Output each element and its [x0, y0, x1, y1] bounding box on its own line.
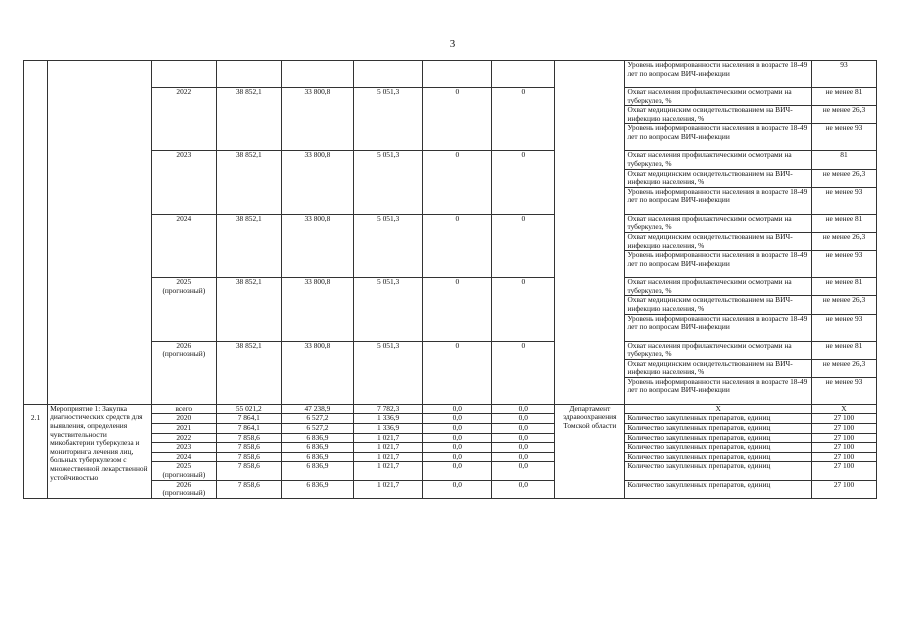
indicator-name: Охват населения профилактическими осмотрами на туберкулез, % — [625, 278, 812, 296]
indicator-name: Уровень информированности населения в возрасте 18-49 лет по вопросам ВИЧ-инфекции — [625, 251, 812, 278]
federal-amount: 33 800,8 — [281, 341, 353, 404]
regional-amount: 5 051,3 — [354, 278, 423, 341]
indicator-value: не менее 26,3 — [811, 296, 876, 314]
indicator-value: не менее 93 — [811, 124, 876, 151]
other-amount: 0,0 — [492, 480, 555, 498]
indicator-value: не менее 81 — [811, 278, 876, 296]
table-row — [24, 61, 877, 88]
indicator-value: 27 100 — [811, 452, 876, 462]
indicator-name: Количество закупленных препаратов, единиц — [625, 452, 812, 462]
indicator-value: не менее 26,3 — [811, 169, 876, 187]
indicator-value: не менее 81 — [811, 88, 876, 106]
indicator-name: Охват населения профилактическими осмотрами на туберкулез, % — [625, 88, 812, 106]
year-cell — [151, 151, 216, 214]
total-amount: 7 858,6 — [216, 443, 281, 453]
measure-cell — [48, 61, 152, 405]
indicator-name: Охват медицинским освидетельствованием на ВИЧ-инфекцию населения, % — [625, 232, 812, 250]
indicator-name: Охват медицинским освидетельствованием на ВИЧ-инфекцию населения, % — [625, 169, 812, 187]
table-row — [24, 424, 877, 434]
indicator-name: Охват населения профилактическими осмотрами на туберкулез, % — [625, 214, 812, 232]
regional-amount: 5 051,3 — [354, 88, 423, 151]
local-amount: 0,0 — [423, 462, 492, 480]
indicator-value: 93 — [811, 61, 876, 88]
measure-name: Мероприятие 1: Закупка диагностических средств для выявления, определения чувствительности микобактерии туберкулеза и мониторинга лечения лиц, больных туберкулезом с множественной лекарственной устойчивостью — [48, 404, 152, 498]
table-row — [24, 341, 877, 359]
other-amount: 0 — [492, 341, 555, 404]
local-amount: 0,0 — [423, 414, 492, 424]
indicator-name: Уровень информированности населения в возрасте 18-49 лет по вопросам ВИЧ-инфекции — [625, 314, 812, 341]
year-cell — [151, 278, 216, 341]
regional-amount: 1 021,7 — [354, 443, 423, 453]
indicator-name: Количество закупленных препаратов, единиц — [625, 462, 812, 480]
table-row — [24, 278, 877, 296]
year-note: (прогнозный) — [162, 349, 206, 359]
federal-amount: 33 800,8 — [281, 278, 353, 341]
table-row — [24, 151, 877, 169]
year-note: (прогнозный) — [162, 285, 206, 295]
indicator-name: Количество закупленных препаратов, единиц — [625, 480, 812, 498]
local-amount: 0 — [423, 278, 492, 341]
indicator-value: не менее 26,3 — [811, 359, 876, 377]
other-amount: 0 — [492, 151, 555, 214]
regional-amount: 1 021,7 — [354, 480, 423, 498]
indicator-name: Уровень информированности населения в возрасте 18-49 лет по вопросам ВИЧ-инфекции — [625, 187, 812, 214]
indicator-value: не менее 26,3 — [811, 106, 876, 124]
other-amount: 0 — [492, 214, 555, 277]
indicator-value: не менее 26,3 — [811, 232, 876, 250]
local-amount: 0 — [423, 88, 492, 151]
year-label: 2021 — [176, 423, 192, 433]
regional-amount: 5 051,3 — [354, 341, 423, 404]
federal-amount: 47 238,9 — [281, 404, 353, 414]
year-note: (прогнозный) — [162, 470, 206, 480]
federal-amount: 6 836,9 — [281, 480, 353, 498]
total-amount: 7 858,6 — [216, 452, 281, 462]
amount-cell — [281, 61, 353, 88]
total-amount: 7 858,6 — [216, 462, 281, 480]
table-row — [24, 88, 877, 106]
other-amount: 0,0 — [492, 424, 555, 434]
total-amount: 38 852,1 — [216, 151, 281, 214]
program-table — [23, 60, 877, 499]
year-cell — [151, 424, 216, 434]
year-label: 2025 — [176, 461, 192, 471]
regional-amount: 1 021,7 — [354, 433, 423, 443]
year-label: 2022 — [176, 87, 192, 96]
year-cell — [151, 414, 216, 424]
year-label: 2025 — [176, 277, 192, 287]
indicator-value: 27 100 — [811, 443, 876, 453]
indicator-name: Количество закупленных препаратов, единиц — [625, 424, 812, 434]
indicator-value: не менее 81 — [811, 214, 876, 232]
indicator-name: Охват медицинским освидетельствованием на ВИЧ-инфекцию населения, % — [625, 296, 812, 314]
other-amount: 0,0 — [492, 433, 555, 443]
indicator-name: Охват медицинским освидетельствованием на ВИЧ-инфекцию населения, % — [625, 359, 812, 377]
year-label: 2023 — [176, 442, 192, 452]
year-label: 2026 — [176, 341, 192, 350]
executor-name: Департамент здравоохранения Томской области — [555, 404, 625, 498]
total-amount: 7 858,6 — [216, 433, 281, 443]
indicator-name: Количество закупленных препаратов, единиц — [625, 443, 812, 453]
regional-amount: 1 336,9 — [354, 414, 423, 424]
total-amount: 7 864,1 — [216, 424, 281, 434]
year-cell — [151, 341, 216, 404]
regional-amount: 7 782,3 — [354, 404, 423, 414]
indicator-value: не менее 93 — [811, 377, 876, 404]
local-amount: 0 — [423, 151, 492, 214]
indicator-name: Количество закупленных препаратов, единиц — [625, 433, 812, 443]
regional-amount: 1 021,7 — [354, 452, 423, 462]
year-note: (прогнозный) — [162, 488, 206, 498]
other-amount: 0,0 — [492, 404, 555, 414]
indicator-name: Охват населения профилактическими осмотрами на туберкулез, % — [625, 341, 812, 359]
other-amount: 0,0 — [492, 414, 555, 424]
indicator-name: Охват населения профилактическими осмотрами на туберкулез, % — [625, 151, 812, 169]
total-amount: 38 852,1 — [216, 88, 281, 151]
measure-number: 2.1 — [24, 404, 48, 498]
table-row — [24, 443, 877, 453]
other-amount: 0,0 — [492, 443, 555, 453]
federal-amount: 6 836,9 — [281, 443, 353, 453]
table-body — [24, 61, 877, 499]
indicator-name: Уровень информированности населения в возрасте 18-49 лет по вопросам ВИЧ-инфекции — [625, 124, 812, 151]
other-amount: 0,0 — [492, 462, 555, 480]
federal-amount: 6 836,9 — [281, 462, 353, 480]
total-amount: 7 858,6 — [216, 480, 281, 498]
regional-amount: 5 051,3 — [354, 151, 423, 214]
indicator-value: не менее 93 — [811, 187, 876, 214]
federal-amount: 33 800,8 — [281, 151, 353, 214]
local-amount: 0,0 — [423, 480, 492, 498]
table-row — [24, 480, 877, 498]
indicator-value: 27 100 — [811, 480, 876, 498]
indicator-value: не менее 93 — [811, 314, 876, 341]
indicator-value: 27 100 — [811, 424, 876, 434]
table-row — [24, 404, 877, 414]
year-label: всего — [175, 404, 193, 413]
total-amount: 38 852,1 — [216, 341, 281, 404]
table-row — [24, 433, 877, 443]
regional-amount: 1 336,9 — [354, 424, 423, 434]
other-amount: 0 — [492, 278, 555, 341]
other-amount: 0,0 — [492, 452, 555, 462]
page-number: 3 — [449, 38, 456, 50]
local-amount: 0,0 — [423, 424, 492, 434]
local-amount: 0,0 — [423, 404, 492, 414]
regional-amount: 5 051,3 — [354, 214, 423, 277]
amount-cell — [216, 61, 281, 88]
federal-amount: 6 527,2 — [281, 424, 353, 434]
local-amount: 0,0 — [423, 443, 492, 453]
table-row — [24, 214, 877, 232]
year-cell — [151, 462, 216, 480]
indicator-value: не менее 93 — [811, 251, 876, 278]
federal-amount: 6 836,9 — [281, 452, 353, 462]
year-label: 2023 — [176, 150, 192, 160]
year-cell — [151, 443, 216, 453]
regional-amount: 1 021,7 — [354, 462, 423, 480]
other-amount: 0 — [492, 88, 555, 151]
local-amount: 0,0 — [423, 433, 492, 443]
year-cell — [151, 452, 216, 462]
amount-cell — [423, 61, 492, 88]
indicator-name: Количество закупленных препаратов, единиц — [625, 414, 812, 424]
indicator-value: X — [811, 404, 876, 414]
table-row — [24, 462, 877, 480]
year-cell — [151, 88, 216, 151]
year-label: 2024 — [176, 452, 192, 461]
year-label: 2022 — [176, 433, 192, 442]
indicator-value: 27 100 — [811, 462, 876, 480]
amount-cell — [354, 61, 423, 88]
year-cell — [151, 480, 216, 498]
table-row — [24, 452, 877, 462]
indicator-value: 81 — [811, 151, 876, 169]
indicator-name: Уровень информированности населения в возрасте 18-49 лет по вопросам ВИЧ-инфекции — [625, 61, 812, 88]
local-amount: 0 — [423, 214, 492, 277]
table-row — [24, 414, 877, 424]
local-amount: 0,0 — [423, 452, 492, 462]
total-amount: 38 852,1 — [216, 278, 281, 341]
indicator-value: не менее 81 — [811, 341, 876, 359]
year-cell — [151, 433, 216, 443]
year-label: 2026 — [176, 480, 192, 489]
amount-cell — [492, 61, 555, 88]
total-amount: 55 021,2 — [216, 404, 281, 414]
indicator-value: 27 100 — [811, 414, 876, 424]
year-cell — [151, 404, 216, 414]
federal-amount: 6 836,9 — [281, 433, 353, 443]
indicator-name: Охват медицинским освидетельствованием на ВИЧ-инфекцию населения, % — [625, 106, 812, 124]
federal-amount: 6 527,2 — [281, 414, 353, 424]
year-label: 2024 — [176, 214, 192, 223]
federal-amount: 33 800,8 — [281, 88, 353, 151]
year-cell — [151, 61, 216, 88]
executor-cell — [555, 61, 625, 405]
indicator-value: 27 100 — [811, 433, 876, 443]
year-label: 2020 — [176, 413, 192, 423]
indicator-name: X — [625, 404, 812, 414]
year-cell — [151, 214, 216, 277]
number-cell — [24, 61, 48, 405]
federal-amount: 33 800,8 — [281, 214, 353, 277]
local-amount: 0 — [423, 341, 492, 404]
indicator-name: Уровень информированности населения в возрасте 18-49 лет по вопросам ВИЧ-инфекции — [625, 377, 812, 404]
total-amount: 7 864,1 — [216, 414, 281, 424]
total-amount: 38 852,1 — [216, 214, 281, 277]
